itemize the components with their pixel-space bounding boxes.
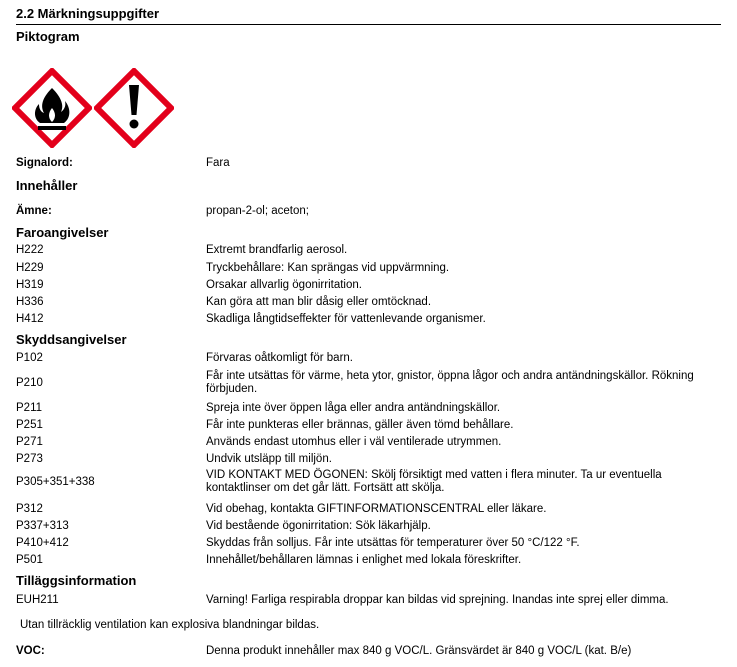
- signal-word-value: Fara: [206, 157, 230, 169]
- ghs-flame-icon: [12, 68, 92, 148]
- statement-code: H319: [16, 279, 44, 291]
- statement-code: H336: [16, 296, 44, 308]
- precaution-row: [16, 469, 721, 495]
- precaution-row: [16, 554, 721, 567]
- statement-text: Orsakar allvarlig ögonirritation.: [206, 279, 362, 291]
- statement-text: Kan göra att man blir dåsig eller omtöcknad.: [206, 296, 432, 308]
- statement-text: Tryckbehållare: Kan sprängas vid uppvärmning.: [206, 262, 450, 274]
- statement-code: P410+412: [16, 537, 69, 549]
- statement-code: H412: [16, 313, 44, 325]
- statement-code: P337+313: [16, 520, 69, 532]
- statement-text: VID KONTAKT MED ÖGONEN: Skölj försiktigt med vatten i flera minuter. Ta ur eventuella kontaktlinser om det går lätt. Fortsätt att skölja.: [206, 469, 662, 494]
- statement-text: Extremt brandfarlig aerosol.: [206, 244, 348, 256]
- precaution-row: [16, 419, 721, 432]
- signal-word-row: [16, 157, 721, 170]
- statement-text: Vid bestående ögonirritation: Sök läkarhjälp.: [206, 520, 431, 532]
- supplementary-row: [16, 594, 721, 607]
- hazard-row: [16, 262, 721, 275]
- pictogram-heading: Piktogram: [16, 29, 80, 44]
- hazard-row: [16, 296, 721, 309]
- statement-code: P273: [16, 453, 43, 465]
- precaution-row: [16, 537, 721, 550]
- precaution-heading: Skyddsangivelser: [16, 332, 127, 347]
- statement-code: P501: [16, 554, 43, 566]
- statement-text: Varning! Farliga respirabla droppar kan bildas vid sprejning. Inandas inte sprej eller dimma.: [206, 594, 669, 606]
- statement-code: P102: [16, 352, 43, 364]
- statement-code: P271: [16, 436, 43, 448]
- statement-text: Innehållet/behållaren lämnas i enlighet med lokala föreskrifter.: [206, 554, 522, 566]
- precaution-row: [16, 436, 721, 449]
- section-title: 2.2 Märkningsuppgifter: [16, 6, 160, 21]
- statement-code: P312: [16, 503, 43, 515]
- statement-text: Får inte utsättas för värme, heta ytor, gnistor, öppna lågor och andra antändningskällor. Rökning förbjuden.: [206, 370, 694, 395]
- hazard-row: [16, 279, 721, 292]
- substance-row: [16, 205, 721, 218]
- statement-text: Spreja inte över öppen låga eller andra antändningskällor.: [206, 402, 501, 414]
- statement-code: P211: [16, 402, 43, 414]
- precaution-row: [16, 520, 721, 533]
- statement-code: P210: [16, 376, 43, 389]
- hazard-row: [16, 244, 721, 257]
- precaution-row: [16, 453, 721, 466]
- precaution-row: [16, 352, 721, 365]
- contains-heading: Innehåller: [16, 178, 78, 193]
- section-divider: [16, 24, 721, 25]
- hazard-row: [16, 313, 721, 326]
- statement-code: H222: [16, 244, 44, 256]
- statement-code: P305+351+338: [16, 475, 95, 488]
- hazard-heading: Faroangivelser: [16, 225, 109, 240]
- statement-text: Används endast utomhus eller i väl ventilerade utrymmen.: [206, 436, 502, 448]
- statement-text: Förvaras oåtkomligt för barn.: [206, 352, 354, 364]
- statement-text: Får inte punkteras eller brännas, gäller även tömd behållare.: [206, 419, 514, 431]
- precaution-row: [16, 370, 721, 396]
- voc-row: [16, 645, 721, 658]
- statement-text: Undvik utsläpp till miljön.: [206, 453, 332, 465]
- voc-value: Denna produkt innehåller max 840 g VOC/L. Gränsvärdet är 840 g VOC/L (kat. B/e): [206, 645, 632, 657]
- statement-text: Skadliga långtidseffekter för vattenlevande organismer.: [206, 313, 486, 325]
- substance-value: propan-2-ol; aceton;: [206, 205, 309, 217]
- statement-code: P251: [16, 419, 43, 431]
- substance-label: Ämne:: [16, 205, 52, 217]
- precaution-row: [16, 503, 721, 516]
- statement-text: Vid obehag, kontakta GIFTINFORMATIONSCENTRAL eller läkare.: [206, 503, 547, 515]
- signal-word-label: Signalord:: [16, 157, 73, 169]
- statement-code: H229: [16, 262, 44, 274]
- ventilation-note: Utan tillräcklig ventilation kan explosiva blandningar bildas.: [20, 619, 320, 631]
- ghs-exclamation-icon: [94, 68, 174, 148]
- voc-label: VOC:: [16, 645, 45, 657]
- precaution-row: [16, 402, 721, 415]
- statement-text: Skyddas från solljus. Får inte utsättas för temperaturer över 50 °C/122 °F.: [206, 537, 580, 549]
- statement-code: EUH211: [16, 594, 59, 606]
- supplementary-heading: Tilläggsinformation: [16, 573, 137, 588]
